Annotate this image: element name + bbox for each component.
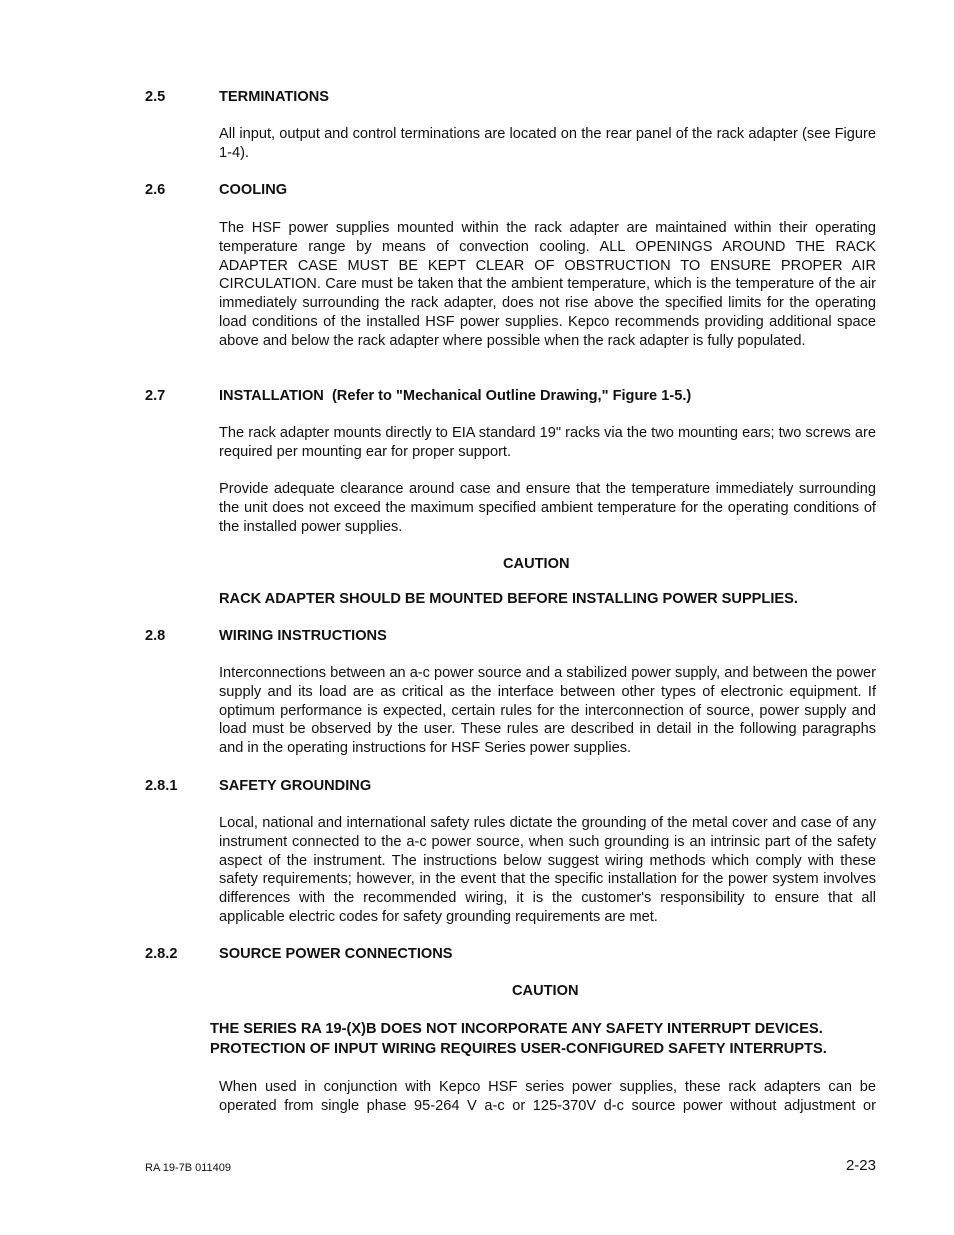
paragraph-wiring-instructions: Interconnections between an a-c power source and a stabilized power supply, and between the power supply and its load are as critical as the interface between other types of electronic equipment. If optimum performance is expected, certain rules for the interconnection of source, power supply and load must be observed by the user. These rules are described in detail in the following paragraphs and in the operating instructions for HSF Series power supplies. — [219, 665, 876, 757]
section-number: 2.8.2 — [145, 946, 178, 962]
section-title: TERMINATIONS — [219, 89, 329, 105]
section-number: 2.7 — [145, 388, 166, 404]
section-number: 2.8.1 — [145, 778, 178, 794]
section-title: COOLING — [219, 182, 288, 198]
paragraph-cooling: The HSF power supplies mounted within the rack adapter are maintained within their operating temperature range by means of convection cooling. ALL OPENINGS AROUND THE RACK ADAPTER CASE MUST BE KEPT CLEAR OF OBSTRUCTION TO ENSURE PROPER AIR CIRCULATION. Care must be taken that the ambient temperature, which is the temperature of the air immediately surrounding the rack adapter, does not rise above the specified limits for the operating load conditions of the installed HSF power supplies. Kepco recommends providing additional space above and below the rack adapter where possible when the rack adapter is fully populated. — [219, 220, 876, 349]
paragraph-safety-grounding: Local, national and international safety rules dictate the grounding of the metal cover and case of any instrument connected to the a-c power source, when such grounding is an intrinsic part of the safety aspect of the instrument. The instructions below suggest wiring methods which comply with these safety requirements; however, in the event that the specific installation for the power system involves differences with the recommended wiring, it is the customer's responsibility to ensure that all applicable electric codes for safety grounding requirements are met. — [219, 815, 876, 925]
paragraph-installation-clearance: Provide adequate clearance around case and ensure that the temperature immediately surrounding the unit does not exceed the maximum specified ambient temperature for the operating conditions of the installed power supplies. — [219, 481, 876, 535]
section-title: INSTALLATION (Refer to "Mechanical Outline Drawing," Figure 1-5.) — [219, 388, 692, 404]
section-number: 2.8 — [145, 628, 166, 644]
paragraph-terminations: All input, output and control terminations are located on the rear panel of the rack adapter (see Figure 1-4). — [219, 126, 876, 161]
caution-text: RACK ADAPTER SHOULD BE MOUNTED BEFORE INSTALLING POWER SUPPLIES. — [219, 591, 798, 607]
warning-line: THE SERIES RA 19-(X)B DOES NOT INCORPORATE ANY SAFETY INTERRUPT DEVICES. — [210, 1021, 823, 1037]
warning-line: PROTECTION OF INPUT WIRING REQUIRES USER-CONFIGURED SAFETY INTERRUPTS. — [210, 1040, 827, 1057]
page-number: 2-23 — [845, 1157, 876, 1174]
section-title: SAFETY GROUNDING — [219, 778, 372, 794]
section-title: SOURCE POWER CONNECTIONS — [219, 946, 453, 962]
paragraph-installation-mounting: The rack adapter mounts directly to EIA standard 19" racks via the two mounting ears; two screws are required per mounting ear for proper support. — [219, 425, 876, 460]
section-title: WIRING INSTRUCTIONS — [219, 628, 387, 644]
caution-heading: CAUTION — [503, 556, 570, 572]
caution-warning-block — [210, 1020, 876, 1059]
section-number: 2.6 — [145, 182, 166, 198]
section-number: 2.5 — [145, 89, 166, 105]
document-id: RA 19-7B 011409 — [145, 1162, 232, 1174]
paragraph-source-power: When used in conjunction with Kepco HSF series power supplies, these rack adapters can be operated from single phase 95-264 V a-c or 125-370V d-c source power without adjustment or — [219, 1079, 876, 1114]
caution-heading: CAUTION — [512, 983, 579, 999]
